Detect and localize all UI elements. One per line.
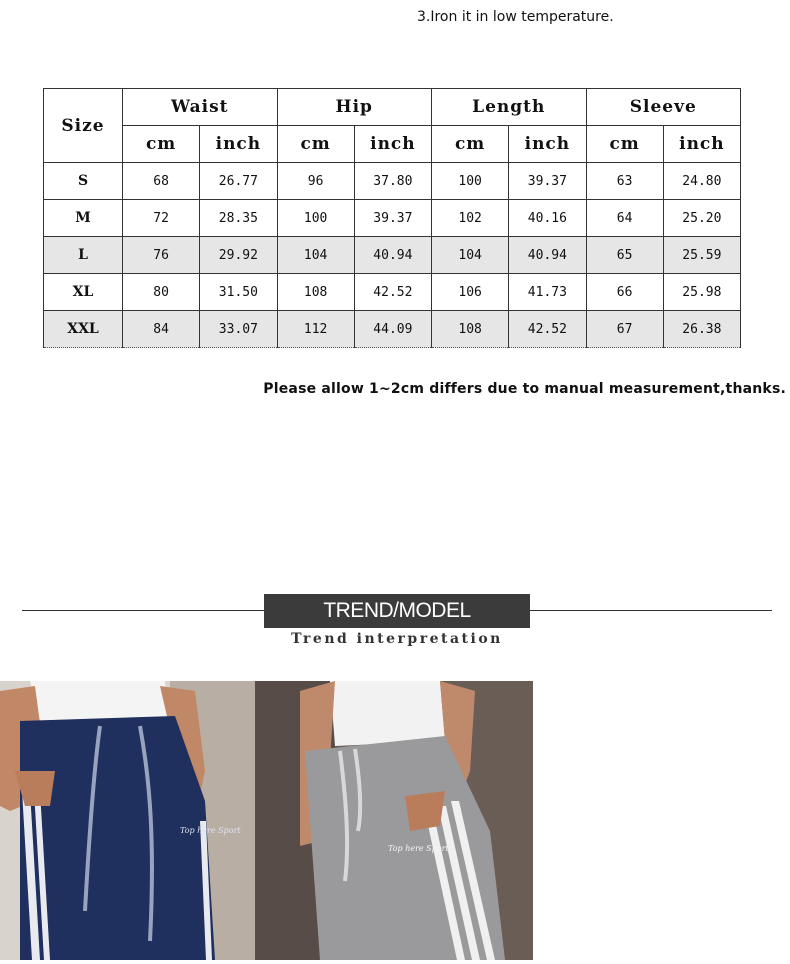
table-cell: 25.20 [663,200,740,237]
table-cell: 100 [432,163,509,200]
table-cell: 100 [277,200,354,237]
divider-left [22,610,265,611]
table-cell: 67 [586,311,663,348]
table-cell: 112 [277,311,354,348]
table-cell: 76 [123,237,200,274]
size-cell: M [44,200,123,237]
section-title-banner: TREND/MODEL [264,594,530,628]
unit-header: inch [354,126,431,163]
table-cell: 40.16 [509,200,586,237]
table-row [44,274,741,311]
table-cell: 44.09 [354,311,431,348]
table-cell: 108 [432,311,509,348]
unit-header: cm [123,126,200,163]
table-row [44,237,741,274]
table-cell: 39.37 [509,163,586,200]
table-cell: 39.37 [354,200,431,237]
table-cell: 26.38 [663,311,740,348]
table-cell: 66 [586,274,663,311]
model-photo-navy [0,681,255,960]
table-cell: 31.50 [200,274,277,311]
unit-header: cm [432,126,509,163]
size-cell: XXL [44,311,123,348]
table-cell: 28.35 [200,200,277,237]
table-cell: 42.52 [354,274,431,311]
model-photos [0,681,533,960]
table-header-groups [44,89,741,126]
unit-header: cm [586,126,663,163]
care-instruction: 3.Iron it in low temperature. [417,9,614,25]
table-cell: 84 [123,311,200,348]
table-row [44,163,741,200]
waist-header: Waist [123,89,278,126]
table-cell: 37.80 [354,163,431,200]
table-cell: 40.94 [354,237,431,274]
size-cell: L [44,237,123,274]
size-header: Size [44,89,123,163]
table-cell: 96 [277,163,354,200]
table-cell: 26.77 [200,163,277,200]
table-cell: 42.52 [509,311,586,348]
table-cell: 25.98 [663,274,740,311]
size-cell: S [44,163,123,200]
table-cell: 65 [586,237,663,274]
unit-header: inch [200,126,277,163]
length-header: Length [432,89,587,126]
model-photo-pair [0,681,533,960]
table-cell: 102 [432,200,509,237]
table-row [44,311,741,348]
divider-right [530,610,772,611]
sleeve-header: Sleeve [586,89,741,126]
size-chart-table [43,88,741,348]
navy-pants [20,716,215,960]
model-photo-gray [255,681,533,960]
unit-header: inch [509,126,586,163]
table-row [44,200,741,237]
table-cell: 25.59 [663,237,740,274]
table-cell: 40.94 [509,237,586,274]
navy-logo: Top here Sport [180,826,241,835]
table-cell: 24.80 [663,163,740,200]
table-header-units [44,126,741,163]
gray-logo: Top here Sport [388,844,449,853]
table-cell: 104 [277,237,354,274]
hip-header: Hip [277,89,432,126]
measurement-note: Please allow 1~2cm differs due to manual measurement,thanks. [263,381,786,397]
table-cell: 104 [432,237,509,274]
unit-header: cm [277,126,354,163]
table-cell: 29.92 [200,237,277,274]
table-cell: 41.73 [509,274,586,311]
size-cell: XL [44,274,123,311]
table-cell: 64 [586,200,663,237]
table-cell: 68 [123,163,200,200]
table-cell: 63 [586,163,663,200]
section-subtitle: Trend interpretation [291,631,503,647]
unit-header: inch [663,126,740,163]
table-cell: 108 [277,274,354,311]
table-cell: 80 [123,274,200,311]
table-cell: 33.07 [200,311,277,348]
table-cell: 106 [432,274,509,311]
table-cell: 72 [123,200,200,237]
